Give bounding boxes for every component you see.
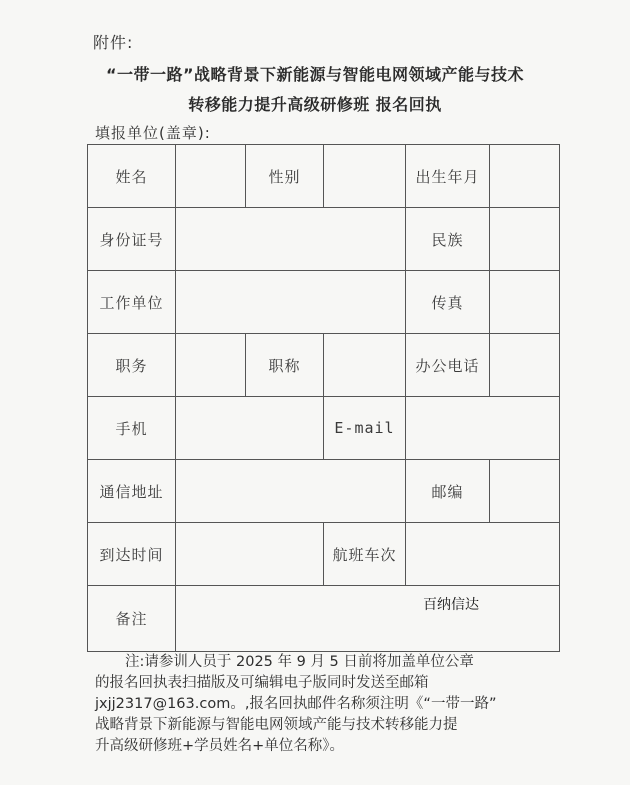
address-label: 通信地址 (88, 460, 176, 523)
name-label: 姓名 (88, 145, 176, 208)
attachment-label: 附件: (93, 33, 134, 52)
arrival-time-label: 到达时间 (88, 523, 176, 586)
form-row-remarks (88, 586, 560, 652)
gender-field[interactable] (324, 145, 406, 208)
fax-label: 传真 (406, 271, 490, 334)
reporting-unit-label: 填报单位(盖章): (95, 124, 211, 142)
birth-label: 出生年月 (406, 145, 490, 208)
work-unit-field[interactable] (176, 271, 406, 334)
email-field[interactable] (406, 397, 560, 460)
remarks-field[interactable] (176, 586, 560, 652)
gender-label: 性别 (246, 145, 324, 208)
id-number-field[interactable] (176, 208, 406, 271)
note-line-5: 升高级研修班+学员姓名+单位名称》。 (95, 738, 345, 754)
ethnicity-field[interactable] (490, 208, 560, 271)
work-unit-label: 工作单位 (88, 271, 176, 334)
note-line-2: 的报名回执表扫描版及可编辑电子版同时发送至邮箱 (95, 675, 429, 691)
note-line-1: 注:请参训人员于 2025 年 9 月 5 日前将加盖单位公章 (125, 654, 474, 670)
mobile-field[interactable] (176, 397, 324, 460)
name-field[interactable] (176, 145, 246, 208)
postcode-field[interactable] (490, 460, 560, 523)
form-row-mobile (88, 397, 560, 460)
document-title-line-1: “一带一路”战略背景下新能源与智能电网领域产能与技术 (105, 65, 525, 84)
birth-field[interactable] (490, 145, 560, 208)
form-row-work (88, 271, 560, 334)
flight-train-field[interactable] (406, 523, 560, 586)
document-title-line-2: 转移能力提升高级研修班 报名回执 (188, 95, 442, 114)
watermark-text: 百纳信达 (423, 597, 479, 613)
ethnicity-label: 民族 (406, 208, 490, 271)
mobile-label: 手机 (88, 397, 176, 460)
job-title-field[interactable] (324, 334, 406, 397)
id-number-label: 身份证号 (88, 208, 176, 271)
flight-train-label: 航班车次 (324, 523, 406, 586)
note-line-3: jxjj2317@163.com。,报名回执邮件名称须注明《“一带一路” (95, 696, 497, 712)
office-phone-label: 办公电话 (406, 334, 490, 397)
submission-note (95, 652, 550, 757)
form-row-address (88, 460, 560, 523)
note-line-4: 战略背景下新能源与智能电网领域产能与技术转移能力提 (95, 717, 458, 733)
fax-field[interactable] (490, 271, 560, 334)
position-label: 职务 (88, 334, 176, 397)
remarks-label: 备注 (88, 586, 176, 652)
address-field[interactable] (176, 460, 406, 523)
arrival-time-field[interactable] (176, 523, 324, 586)
position-field[interactable] (176, 334, 246, 397)
registration-form-table (87, 144, 560, 652)
form-row-id (88, 208, 560, 271)
postcode-label: 邮编 (406, 460, 490, 523)
form-row-position (88, 334, 560, 397)
office-phone-field[interactable] (490, 334, 560, 397)
form-row-name (88, 145, 560, 208)
job-title-label: 职称 (246, 334, 324, 397)
email-label: E-mail (324, 397, 406, 460)
form-row-arrival (88, 523, 560, 586)
